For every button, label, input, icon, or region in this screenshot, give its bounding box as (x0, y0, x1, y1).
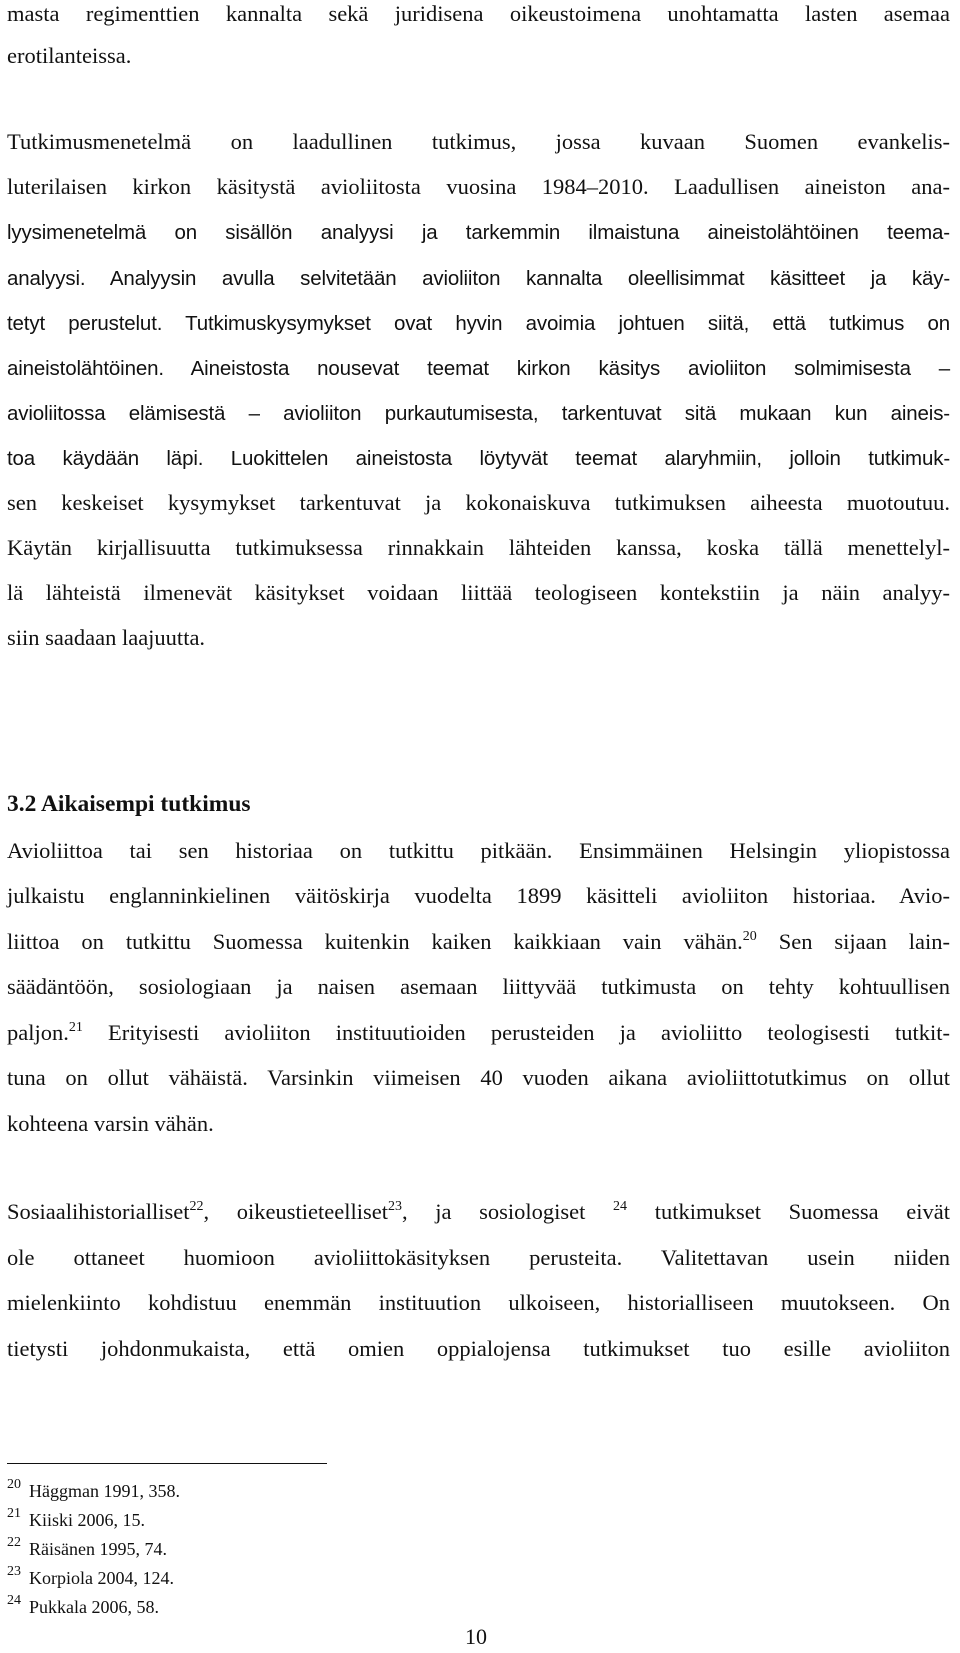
paragraph-3-line-1: Avioliittoa tai sen historiaa on tutkittu pitkään. Ensimmäinen Helsingin yliopistossa (7, 838, 950, 863)
paragraph-3-line-5-b: Erityisesti avioliiton instituutioiden perusteiden ja avioliitto teologisesti tutkit- (82, 1020, 950, 1045)
footnote-22: 22 Räisänen 1995, 74. (7, 1535, 167, 1559)
footnote-23: 23 Korpiola 2004, 124. (7, 1564, 174, 1588)
paragraph-2-line-4 (7, 262, 950, 294)
paragraph-2-line-3 (7, 216, 950, 248)
paragraph-4-line-1-a: Sosiaalihistorialliset (7, 1199, 190, 1224)
page-number: 10 (465, 1624, 487, 1649)
paragraph-3-line-6: tuna on ollut vähäistä. Varsinkin viimeisen 40 vuoden aikana avioliittotutkimus on ollut (7, 1065, 950, 1090)
paragraph-2-line-7 (7, 397, 950, 429)
footnote-ref-24: 24 (613, 1199, 628, 1214)
paragraph-2-line-6 (7, 352, 950, 384)
paragraph-2-line-6-text: aineistolähtöinen. Aineistosta nousevat teemat kirkon käsitys avioliiton solmimisesta – (7, 357, 950, 380)
paragraph-1-line-1: masta regimenttien kannalta sekä juridisena oikeustoimena unohtamatta lasten asemaa (7, 1, 950, 26)
paragraph-2-line-8-text: toa käydään läpi. Luokittelen aineistosta löytyvät teemat alaryhmiin, jolloin tutkimuk- (7, 447, 950, 470)
footnote-text: Kiiski 2006, 15. (29, 1510, 146, 1530)
footnote-separator (7, 1463, 327, 1464)
paragraph-3-line-2: julkaistu englanninkielinen väitöskirja vuodelta 1899 käsitteli avioliiton historiaa. Avio- (7, 883, 950, 908)
paragraph-3-line-7: kohteena varsin vähän. (7, 1111, 214, 1136)
paragraph-4-line-1-d: tutkimukset Suomessa eivät (627, 1199, 950, 1224)
footnote-text: Räisänen 1995, 74. (29, 1539, 167, 1559)
footnote-text: Korpiola 2004, 124. (29, 1568, 174, 1588)
paragraph-2-line-10: Käytän kirjallisuutta tutkimuksessa rinnakkain lähteiden kanssa, koska tällä menettelyl- (7, 535, 950, 560)
paragraph-3-line-3-b: Sen sijaan lain- (756, 929, 950, 954)
paragraph-1-line-2: erotilanteissa. (7, 43, 132, 68)
footnote-20: 20 Häggman 1991, 358. (7, 1477, 180, 1501)
paragraph-2-line-5-text: tetyt perustelut. Tutkimuskysymykset ovat hyvin avoimia johtuen siitä, että tutkimus on (7, 312, 950, 335)
paragraph-2-line-4-text: analyysi. Analyysin avulla selvitetään avioliiton kannalta oleellisimmat käsitteet ja käy- (7, 267, 950, 290)
paragraph-3-line-3-a: liittoa on tutkittu Suomessa kuitenkin kaiken kaikkiaan vain vähän. (7, 929, 743, 954)
footnote-ref-21: 21 (68, 1020, 83, 1035)
paragraph-2-line-11: lä lähteistä ilmenevät käsitykset voidaan liittää teologiseen kontekstiin ja näin analyy- (7, 580, 950, 605)
paragraph-3-line-5 (7, 1017, 950, 1049)
paragraph-4-line-1-c: , ja sosiologiset (401, 1199, 614, 1224)
footnote-24: 24 Pukkala 2006, 58. (7, 1593, 159, 1617)
paragraph-2-line-8 (7, 442, 950, 474)
paragraph-4-line-4: tietysti johdonmukaista, että omien oppialojensa tutkimukset tuo esille avioliiton (7, 1336, 950, 1361)
paragraph-2-line-12: siin saadaan laajuutta. (7, 625, 206, 650)
paragraph-4-line-3: mielenkiinto kohdistuu enemmän instituution ulkoiseen, historialliseen muutokseen. On (7, 1290, 950, 1315)
paragraph-2-line-5 (7, 307, 950, 339)
paragraph-2-line-9: sen keskeiset kysymykset tarkentuvat ja kokonaiskuva tutkimuksen aiheesta muotoutuu. (7, 490, 950, 515)
section-heading: 3.2 Aikaisempi tutkimus (7, 791, 251, 817)
paragraph-2-line-2 (7, 171, 950, 203)
footnote-text: Pukkala 2006, 58. (29, 1597, 159, 1617)
paragraph-3-line-5-a: paljon. (7, 1020, 69, 1045)
footnote-21: 21 Kiiski 2006, 15. (7, 1506, 146, 1530)
footnote-ref-22: 22 (189, 1199, 204, 1214)
paragraph-4-line-2: ole ottaneet huomioon avioliittokäsityksen perusteita. Valitettavan usein niiden (7, 1245, 950, 1270)
paragraph-4-line-1-b: , oikeustieteelliset (203, 1199, 388, 1224)
paragraph-2-line-3-text: lyysimenetelmä on sisällön analyysi ja tarkemmin ilmaistuna aineistolähtöinen teema- (7, 221, 950, 244)
paragraph-4-line-1 (7, 1196, 950, 1228)
paragraph-3-line-4: säädäntöön, sosiologiaan ja naisen asemaan liittyvää tutkimusta on tehty kohtuullisen (7, 974, 950, 999)
paragraph-3-line-3 (7, 926, 950, 958)
footnote-ref-20: 20 (742, 929, 757, 944)
paragraph-2-line-7-text: avioliitossa elämisestä – avioliiton purkautumisesta, tarkentuvat sitä mukaan kun aineis- (7, 402, 950, 425)
paragraph-2-line-2-text: luterilaisen kirkon käsitystä avioliitosta vuosina 1984–2010. Laadullisen aineiston ana- (7, 174, 950, 199)
paragraph-2-line-1: Tutkimusmenetelmä on laadullinen tutkimus, jossa kuvaan Suomen evankelis- (7, 129, 950, 154)
footnote-ref-23: 23 (387, 1199, 402, 1214)
footnote-text: Häggman 1991, 358. (29, 1481, 180, 1501)
